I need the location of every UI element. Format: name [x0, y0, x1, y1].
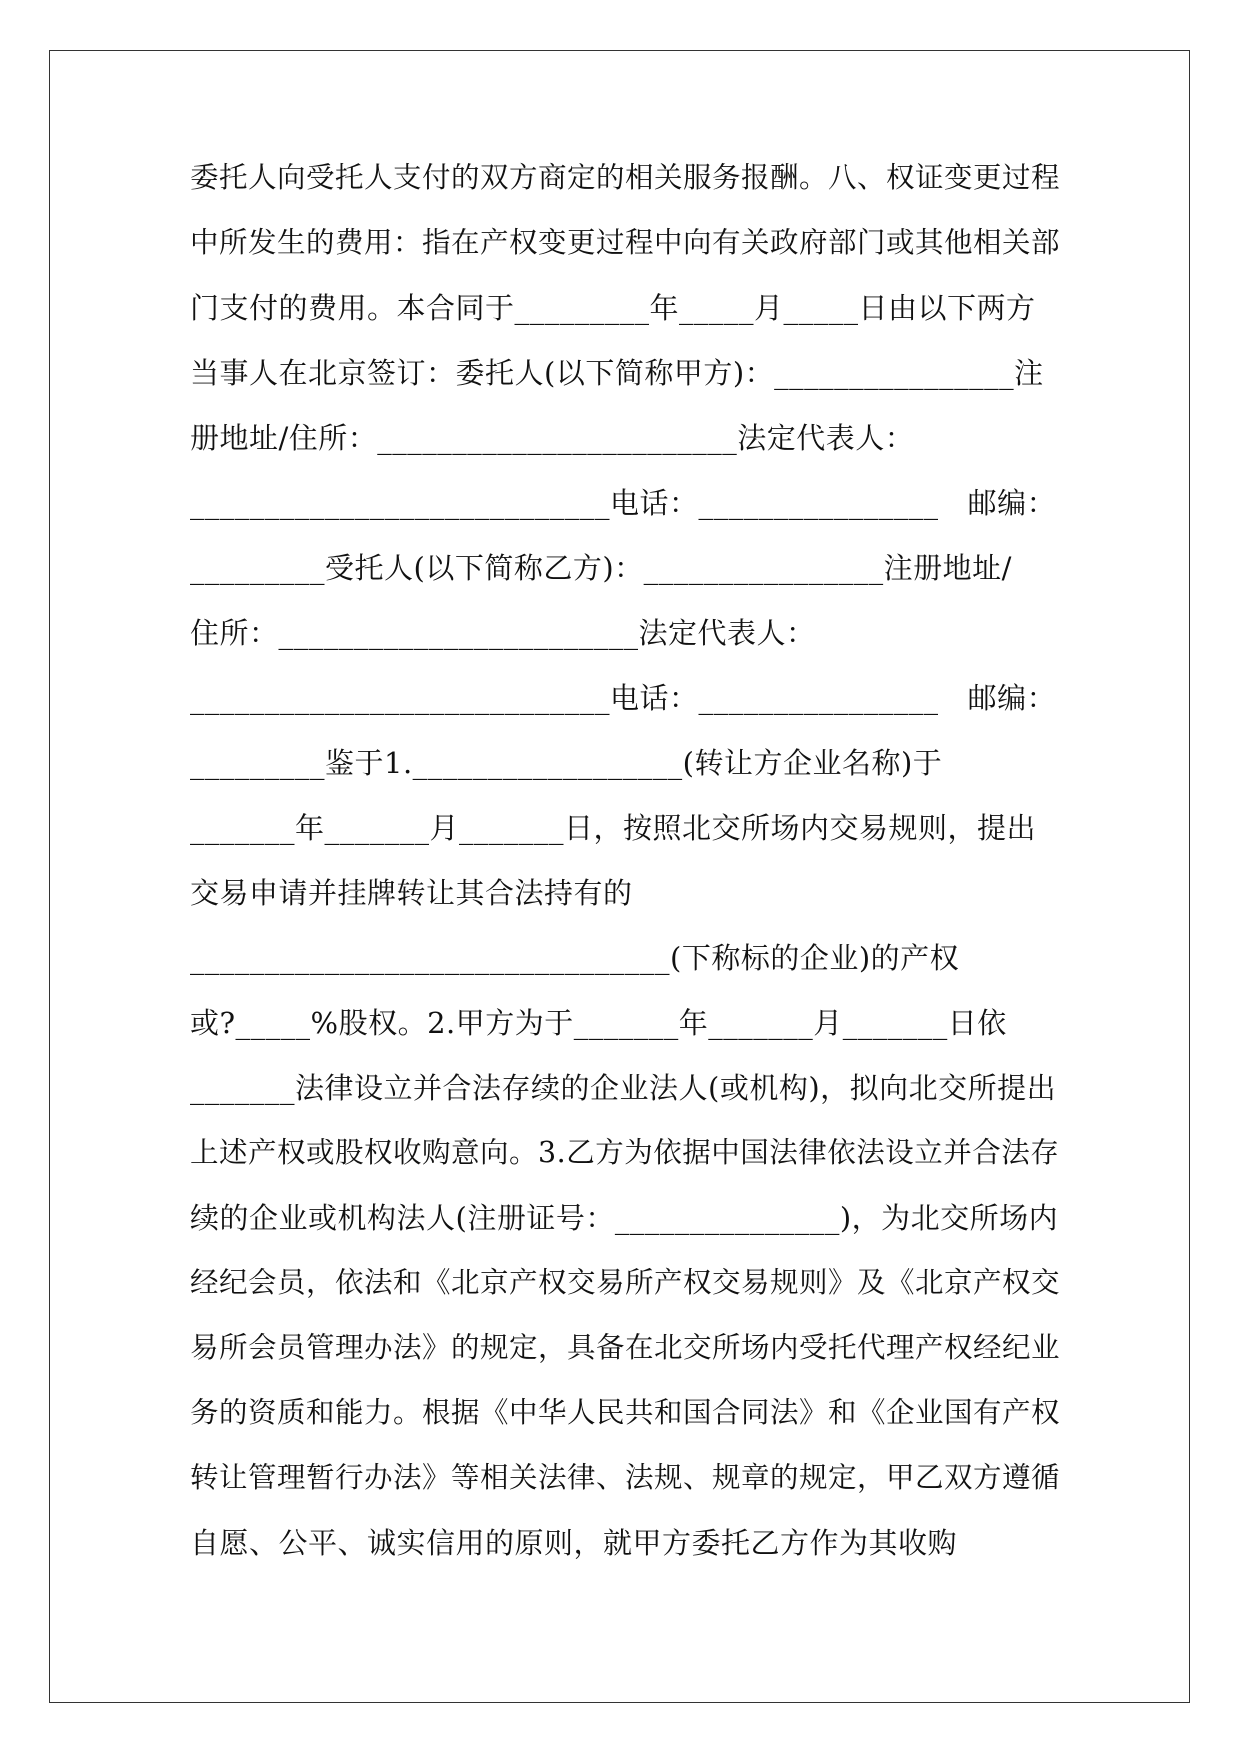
text-line: 当事人在北京签订：委托人(以下简称甲方)：________________注 — [190, 356, 1044, 390]
text-line: 住所：________________________法定代表人： — [190, 616, 816, 650]
text-line: _______法律设立并合法存续的企业法人(或机构)，拟向北交所提出 — [190, 1071, 1057, 1105]
text-line: 易所会员管理办法》的规定，具备在北交所场内受托代理产权经纪业 — [190, 1331, 1061, 1364]
text-line: _________受托人(以下简称乙方)：________________注册地址/ — [190, 551, 1012, 585]
text-line: 或?_____%股权。2.甲方为于_______年_______月_______日依 — [190, 1006, 1007, 1040]
text-line: _________鉴于1.__________________(转让方企业名称)于 — [190, 746, 943, 780]
text-line: ____________________________电话：________________ 邮编： — [190, 486, 1057, 520]
text-line: 委托人向受托人支付的双方商定的相关服务报酬。八、权证变更过程 — [190, 161, 1061, 194]
text-line: 自愿、公平、诚实信用的原则，就甲方委托乙方作为其收购 — [190, 1526, 958, 1560]
text-line: ____________________________电话：________________ 邮编： — [190, 681, 1057, 715]
text-line: 册地址/住所：________________________法定代表人： — [190, 421, 915, 455]
text-line: 务的资质和能力。根据《中华人民共和国合同法》和《企业国有产权 — [190, 1396, 1061, 1429]
text-line: 中所发生的费用：指在产权变更过程中向有关政府部门或其他相关部 — [190, 226, 1061, 259]
text-line: 交易申请并挂牌转让其合法持有的 — [190, 876, 633, 910]
text-line: 续的企业或机构法人(注册证号：_______________)，为北交所场内 — [190, 1201, 1059, 1235]
text-line: ________________________________(下称标的企业)的产权 — [190, 941, 960, 975]
text-line: _______年_______月_______日，按照北交所场内交易规则，提出 — [190, 811, 1037, 845]
text-line: 上述产权或股权收购意向。3.乙方为依据中国法律依法设立并合法存 — [190, 1136, 1060, 1169]
text-line: 门支付的费用。本合同于_________年_____月_____日由以下两方 — [190, 291, 1036, 325]
text-line: 转让管理暂行办法》等相关法律、法规、规章的规定，甲乙双方遵循 — [190, 1461, 1061, 1494]
text-line: 经纪会员，依法和《北京产权交易所产权交易规则》及《北京产权交 — [190, 1266, 1061, 1299]
